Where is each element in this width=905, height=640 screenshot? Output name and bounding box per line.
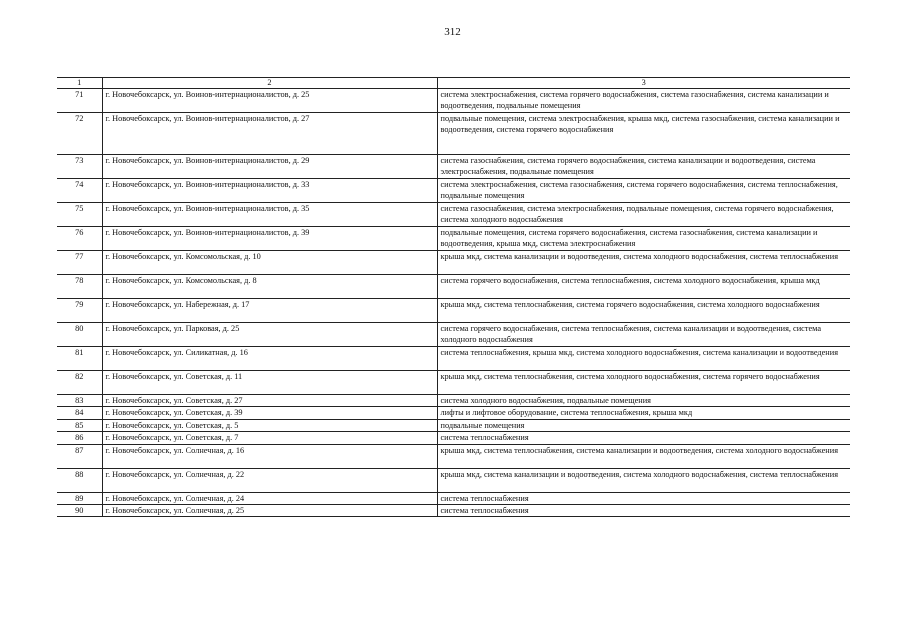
table-row: [57, 395, 850, 407]
row-address: г. Новочебоксарск, ул. Советская, д. 11: [102, 371, 437, 395]
table-row: [57, 113, 850, 155]
row-number: 84: [57, 407, 102, 419]
row-address: г. Новочебоксарск, ул. Воинов-интернационалистов, д. 25: [102, 89, 437, 113]
row-address: г. Новочебоксарск, ул. Комсомольская, д. 8: [102, 275, 437, 299]
table-row: [57, 505, 850, 517]
table-row: [57, 492, 850, 504]
table-row: [57, 251, 850, 275]
row-address: г. Новочебоксарск, ул. Солнечная, д. 22: [102, 468, 437, 492]
table-row: [57, 89, 850, 113]
row-number: 73: [57, 155, 102, 179]
row-address: г. Новочебоксарск, ул. Воинов-интернационалистов, д. 27: [102, 113, 437, 155]
row-address: г. Новочебоксарск, ул. Советская, д. 39: [102, 407, 437, 419]
row-number: 71: [57, 89, 102, 113]
page-number: 312: [444, 26, 461, 38]
row-number: 72: [57, 113, 102, 155]
row-number: 86: [57, 432, 102, 444]
row-address: г. Новочебоксарск, ул. Силикатная, д. 16: [102, 347, 437, 371]
row-number: 76: [57, 227, 102, 251]
row-number: 79: [57, 299, 102, 323]
row-systems: система газоснабжения, система электроснабжения, подвальные помещения, система горячего водоснабжения, система холодного водоснабжения: [437, 203, 850, 227]
column-header-systems: 3: [437, 78, 850, 89]
row-address: г. Новочебоксарск, ул. Советская, д. 27: [102, 395, 437, 407]
table-row: [57, 468, 850, 492]
table-row: [57, 371, 850, 395]
row-systems: подвальные помещения, система электроснабжения, крыша мкд, система газоснабжения, система канализации и водоотведения, система горячего водоснабжения: [437, 113, 850, 155]
systems-table: [57, 77, 850, 517]
row-number: 81: [57, 347, 102, 371]
table-row: [57, 323, 850, 347]
row-systems: система теплоснабжения, крыша мкд, система холодного водоснабжения, система канализации и водоотведения: [437, 347, 850, 371]
table-row: [57, 444, 850, 468]
table-row: [57, 179, 850, 203]
row-systems: система горячего водоснабжения, система теплоснабжения, система холодного водоснабжения, крыша мкд: [437, 275, 850, 299]
table-row: [57, 347, 850, 371]
header-row: [57, 78, 850, 89]
row-systems: крыша мкд, система канализации и водоотведения, система холодного водоснабжения, система теплоснабжения: [437, 251, 850, 275]
row-systems: система теплоснабжения: [437, 432, 850, 444]
row-systems: система электроснабжения, система газоснабжения, система горячего водоснабжения, система теплоснабжения, подвальные помещения: [437, 179, 850, 203]
row-number: 90: [57, 505, 102, 517]
row-number: 78: [57, 275, 102, 299]
row-address: г. Новочебоксарск, ул. Воинов-интернационалистов, д. 29: [102, 155, 437, 179]
row-number: 77: [57, 251, 102, 275]
row-number: 80: [57, 323, 102, 347]
table-row: [57, 432, 850, 444]
table-row: [57, 275, 850, 299]
row-number: 82: [57, 371, 102, 395]
row-address: г. Новочебоксарск, ул. Солнечная, д. 16: [102, 444, 437, 468]
row-number: 75: [57, 203, 102, 227]
row-number: 83: [57, 395, 102, 407]
table-row: [57, 155, 850, 179]
row-number: 89: [57, 492, 102, 504]
table-row: [57, 227, 850, 251]
table-body: [57, 89, 850, 517]
column-header-number: 1: [57, 78, 102, 89]
row-systems: система горячего водоснабжения, система теплоснабжения, система канализации и водоотведения, система холодного водоснабжения: [437, 323, 850, 347]
row-systems: система электроснабжения, система горячего водоснабжения, система газоснабжения, система канализации и водоотведения, подвальные помещения: [437, 89, 850, 113]
row-address: г. Новочебоксарск, ул. Советская, д. 5: [102, 419, 437, 431]
table-row: [57, 203, 850, 227]
row-systems: лифты и лифтовое оборудование, система теплоснабжения, крыша мкд: [437, 407, 850, 419]
column-header-address: 2: [102, 78, 437, 89]
row-number: 85: [57, 419, 102, 431]
row-address: г. Новочебоксарск, ул. Воинов-интернационалистов, д. 33: [102, 179, 437, 203]
table-row: [57, 419, 850, 431]
row-address: г. Новочебоксарск, ул. Набережная, д. 17: [102, 299, 437, 323]
row-number: 87: [57, 444, 102, 468]
row-systems: система холодного водоснабжения, подвальные помещения: [437, 395, 850, 407]
row-address: г. Новочебоксарск, ул. Солнечная, д. 25: [102, 505, 437, 517]
row-address: г. Новочебоксарск, ул. Комсомольская, д. 10: [102, 251, 437, 275]
row-systems: система теплоснабжения: [437, 505, 850, 517]
row-systems: крыша мкд, система канализации и водоотведения, система холодного водоснабжения, система теплоснабжения: [437, 468, 850, 492]
row-address: г. Новочебоксарск, ул. Воинов-интернационалистов, д. 35: [102, 203, 437, 227]
table-row: [57, 299, 850, 323]
table-row: [57, 407, 850, 419]
row-systems: система газоснабжения, система горячего водоснабжения, система канализации и водоотведения, система электроснабжения, подвальные помещения: [437, 155, 850, 179]
row-systems: подвальные помещения: [437, 419, 850, 431]
row-number: 88: [57, 468, 102, 492]
row-address: г. Новочебоксарск, ул. Парковая, д. 25: [102, 323, 437, 347]
row-systems: система теплоснабжения: [437, 492, 850, 504]
row-address: г. Новочебоксарск, ул. Советская, д. 7: [102, 432, 437, 444]
row-systems: крыша мкд, система теплоснабжения, система горячего водоснабжения, система холодного водоснабжения: [437, 299, 850, 323]
row-address: г. Новочебоксарск, ул. Солнечная, д. 24: [102, 492, 437, 504]
row-systems: подвальные помещения, система горячего водоснабжения, система газоснабжения, система канализации и водоотведения, крыша мкд, система электроснабжения: [437, 227, 850, 251]
row-systems: крыша мкд, система теплоснабжения, система холодного водоснабжения, система горячего водоснабжения: [437, 371, 850, 395]
row-address: г. Новочебоксарск, ул. Воинов-интернационалистов, д. 39: [102, 227, 437, 251]
row-number: 74: [57, 179, 102, 203]
row-systems: крыша мкд, система теплоснабжения, система канализации и водоотведения, система холодного водоснабжения: [437, 444, 850, 468]
